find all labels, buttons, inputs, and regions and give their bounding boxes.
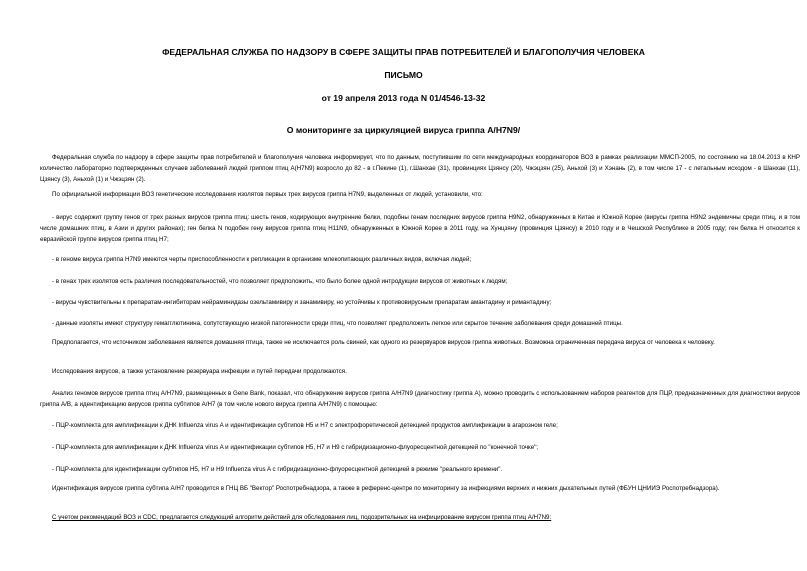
list-item: - в геноме вируса гриппа H7N9 имеются черты приспособленности к репликации в организме млекопитающих различных видов, включая людей;: [52, 256, 472, 263]
list-item: - ПЦР-комплекта для амплификации к ДНК Influenza virus A и идентификации субтипов H5 и H7 с электрофоретической детекцией продуктов амплификации в агарозном геле;: [52, 422, 558, 429]
body-paragraph: По официальной информации ВОЗ генетические исследования изолятов первых трех вирусов гриппа H7N9, выделенных от людей, установили, что:: [52, 191, 483, 198]
agency-heading: ФЕДЕРАЛЬНАЯ СЛУЖБА ПО НАДЗОРУ В СФЕРЕ ЗАЩИТЫ ПРАВ ПОТРЕБИТЕЛЕЙ И БЛАГОПОЛУЧИЯ ЧЕЛОВЕКА: [162, 47, 645, 57]
list-item: - данные изоляты имеют структуру гемагглютинина, сопутствующую низкой патогенности среди птиц, что позволяет предположить легкое или скрытое течение заболевания среди домашней птицы.: [52, 320, 623, 327]
date-number-heading: от 19 апреля 2013 года N 01/4546-13-32: [321, 93, 486, 103]
list-item: - ПЦР-комплекта для идентификации субтипов H5, H7 и H9 Influenza virus A с гибридизационно-флуоресцентной детекцией в режиме "реального времени".: [52, 466, 503, 473]
document-subject-title: О мониторинге за циркуляцией вируса гриппа A/H7N9/: [286, 125, 521, 135]
body-paragraph: Исследования вирусов, а также установление резервуара инфекции и путей передачи продолжаются.: [52, 368, 347, 375]
list-item: - вирусы чувствительны к препаратам-ингибиторам нейраминидазы озельтамивиру и занамивиру, но устойчивы к противовирусным препаратам амантадину и римантадину;: [52, 299, 552, 306]
body-paragraph: Анализ геномов вирусов гриппа птиц A/H7N9, размещенных в Gene Bank, показал, что обнаружение вирусов гриппа A/H7N9 (диагностику гриппа А), можно проводить с использованием наборов реагентов для ПЦР, предназначенных для диагностики вирусов гриппа A/B, а идентификацию вирусов гриппа субтипов A/H7 (в том числе нового вируса гриппа A/H7N9) с помощью:: [40, 390, 800, 408]
body-paragraph-underlined: С учетом рекомендаций ВОЗ и CDC, предлагается следующий алгоритм действий для обследования лиц, подозрительных на инфицирование вирусом гриппа птиц A/H7N9:: [52, 514, 552, 521]
body-paragraph: Идентификация вирусов гриппа субтипа A/H7 проводится в ГНЦ ВБ "Вектор" Роспотребнадзора, а также в референс-центре по мониторингу за инфекциями верхних и нижних дыхательных путей (ФБУН ЦНИИЭ Роспотребнадзора).: [52, 485, 720, 492]
list-item: - вирус содержит группу генов от трех разных вирусов гриппа птиц: шесть генов, кодирующих внутренние белки, подобны генам последних вирусов гриппа H9N2, обнаруженных в Китае и Южной Корее (вирусы гриппа H9N2 эндемичны среди птиц, и в том числе домашних птиц, в Азии и других районах); ген белка N подобен гену вирусов гриппа птиц H11N9, обнаруженных в Южной Корее в 2011 году, на Хунцзяну (провинция Цзянсу) в 2010 году и в Чешской Республике в 2005 году; ген белка H относится к евразийской группе вирусов гриппа птиц H7;: [40, 214, 800, 243]
document-type-heading: ПИСЬМО: [384, 70, 423, 80]
list-item: - в генах трех изолятов есть различия последовательностей, что позволяет предположить, что было более одной интродукции вирусов от животных к людям;: [52, 278, 508, 285]
body-paragraph: Предполагается, что источником заболевания является домашняя птица, также не исключается роль свиней, как одного из резервуаров вирусов гриппа животных. Возможна ограниченная передача вируса от человека к человеку.: [52, 339, 715, 346]
body-paragraph: Федеральная служба по надзору в сфере защиты прав потребителей и благополучия человека информирует, что по данным, поступившим по сети международных координаторов ВОЗ в рамках реализации ММСП-2005, по состоянию на 18.04.2013 в КНР количество лабораторно подтвержденных случаев заболеваний людей гриппом птиц A(H7N9) возросло до 82 - в г.Пекине (1), г.Шанхае (31), провинциях Цзянсу (20), Чжэцзян (25), Аньхой (3) и Хэнань (2), в том числе 17 - с летальным исходом - в Шанхае (11), Цзянсу (3), Аньхой (1) и Чжэцзян (2).: [40, 154, 800, 183]
list-item: - ПЦР-комплекта для амплификации к ДНК Influenza virus A и идентификации субтипов H5, H7 и H9 с гибридизационно-флуоресцентной детекцией по "конечной точке";: [52, 444, 539, 451]
